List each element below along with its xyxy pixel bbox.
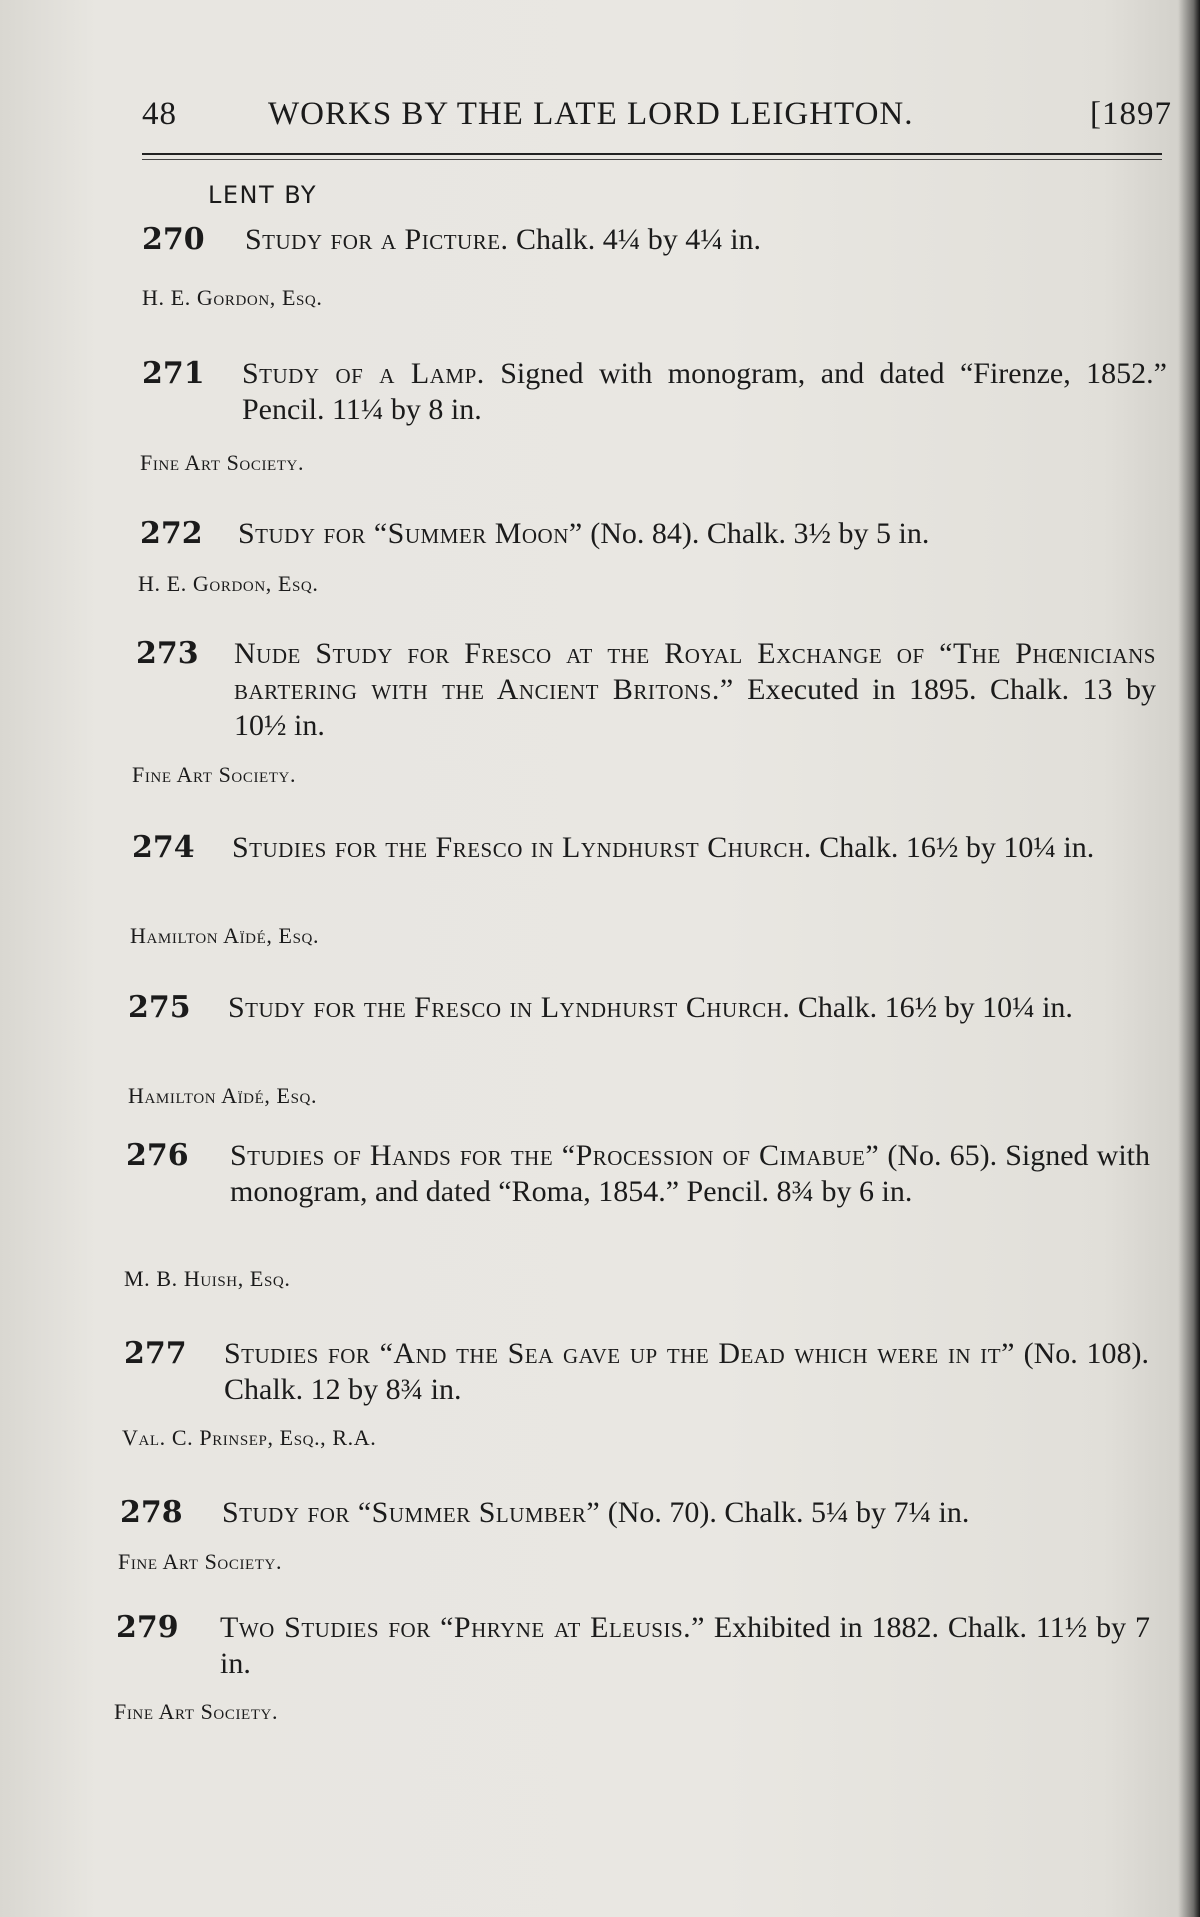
header-year: [1897 (1090, 96, 1172, 132)
entry-number: 270 (142, 222, 205, 257)
entry-number: 275 (128, 990, 191, 1025)
entry-details: (No. 108). Chalk. 12 by 8¾ in. (224, 1337, 1150, 1406)
entry-description (234, 636, 1156, 744)
entry-lender: Fine Art Society. (140, 450, 305, 475)
entry-lender: H. E. Gordon, Esq. (138, 571, 319, 596)
entry-title: Study for a Picture. (245, 223, 509, 256)
entry-title: Study for “Summer Slumber” (222, 1496, 601, 1529)
entry-details: (No. 65). Signed with monogram, and dated “Roma, 1854.” Pencil. 8¾ by 6 in. (230, 1139, 1150, 1208)
entry-number: 271 (142, 356, 205, 391)
entry-description (242, 356, 1167, 428)
entry-lender: M. B. Huish, Esq. (124, 1266, 291, 1291)
entry-number: 278 (120, 1495, 183, 1530)
lent-by-label: LENT BY (208, 181, 318, 209)
entry-number: 272 (140, 516, 203, 551)
running-title: WORKS BY THE LATE LORD LEIGHTON. (268, 96, 914, 132)
entry-lender: Val. C. Prinsep, Esq., R.A. (122, 1425, 377, 1450)
entry-number: 276 (126, 1138, 189, 1173)
entry-details: Executed in 1895. Chalk. 13 by 10½ in. (234, 673, 1157, 742)
entry-description (228, 990, 1153, 1026)
entry-title: Study for “Summer Moon” (238, 517, 583, 550)
entry-title: Studies for “And the Sea gave up the Dead which were in it” (224, 1337, 1015, 1370)
entry-title: Study for the Fresco in Lyndhurst Church. (228, 991, 791, 1024)
entry-lender: Hamilton Aïdé, Esq. (128, 1083, 318, 1108)
entry-title: Nude Study for Fresco at the Royal Exchange of “The Phœnicians bartering with the Ancient Britons.” (234, 637, 1156, 706)
entry-details: (No. 84). Chalk. 3½ by 5 in. (590, 517, 930, 550)
entry-description (224, 1336, 1149, 1408)
entry-description (230, 1138, 1150, 1210)
entry-description (238, 516, 1138, 552)
entry-details: (No. 70). Chalk. 5¼ by 7¼ in. (607, 1496, 970, 1529)
entry-title: Study of a Lamp. (242, 357, 485, 390)
entry-details: Signed with monogram, and dated “Firenze, 1852.” Pencil. 11¼ by 8 in. (242, 357, 1167, 426)
entry-description (222, 1495, 1152, 1531)
entry-details: Exhibited in 1882. Chalk. 11½ by 7 in. (220, 1611, 1150, 1680)
entry-lender: Hamilton Aïdé, Esq. (130, 923, 320, 948)
header-rule-thick (142, 153, 1162, 155)
entry-lender: Fine Art Society. (132, 762, 297, 787)
entry-number: 273 (136, 636, 199, 671)
entry-number: 279 (116, 1610, 179, 1645)
page-edge-shadow (1178, 0, 1200, 1917)
entry-number: 277 (124, 1336, 187, 1371)
entry-title: Studies of Hands for the “Procession of Cimabue” (230, 1139, 880, 1172)
header-rule-thin (142, 159, 1162, 160)
entry-details: Chalk. 16½ by 10¼ in. (797, 991, 1073, 1024)
entry-lender: Fine Art Society. (118, 1549, 283, 1574)
entry-title: Two Studies for “Phryne at Eleusis.” (220, 1611, 705, 1644)
entry-details: Chalk. 4¼ by 4¼ in. (516, 223, 762, 256)
page-number: 48 (142, 96, 177, 132)
entry-lender: Fine Art Society. (114, 1699, 279, 1724)
entry-description (220, 1610, 1150, 1682)
entry-lender: H. E. Gordon, Esq. (142, 285, 323, 310)
running-header (142, 96, 1172, 136)
entry-title: Studies for the Fresco in Lyndhurst Church. (232, 831, 812, 864)
entry-description (232, 830, 1157, 866)
entry-details: Chalk. 16½ by 10¼ in. (819, 831, 1095, 864)
entry-description (245, 222, 1105, 258)
entry-number: 274 (132, 830, 195, 865)
